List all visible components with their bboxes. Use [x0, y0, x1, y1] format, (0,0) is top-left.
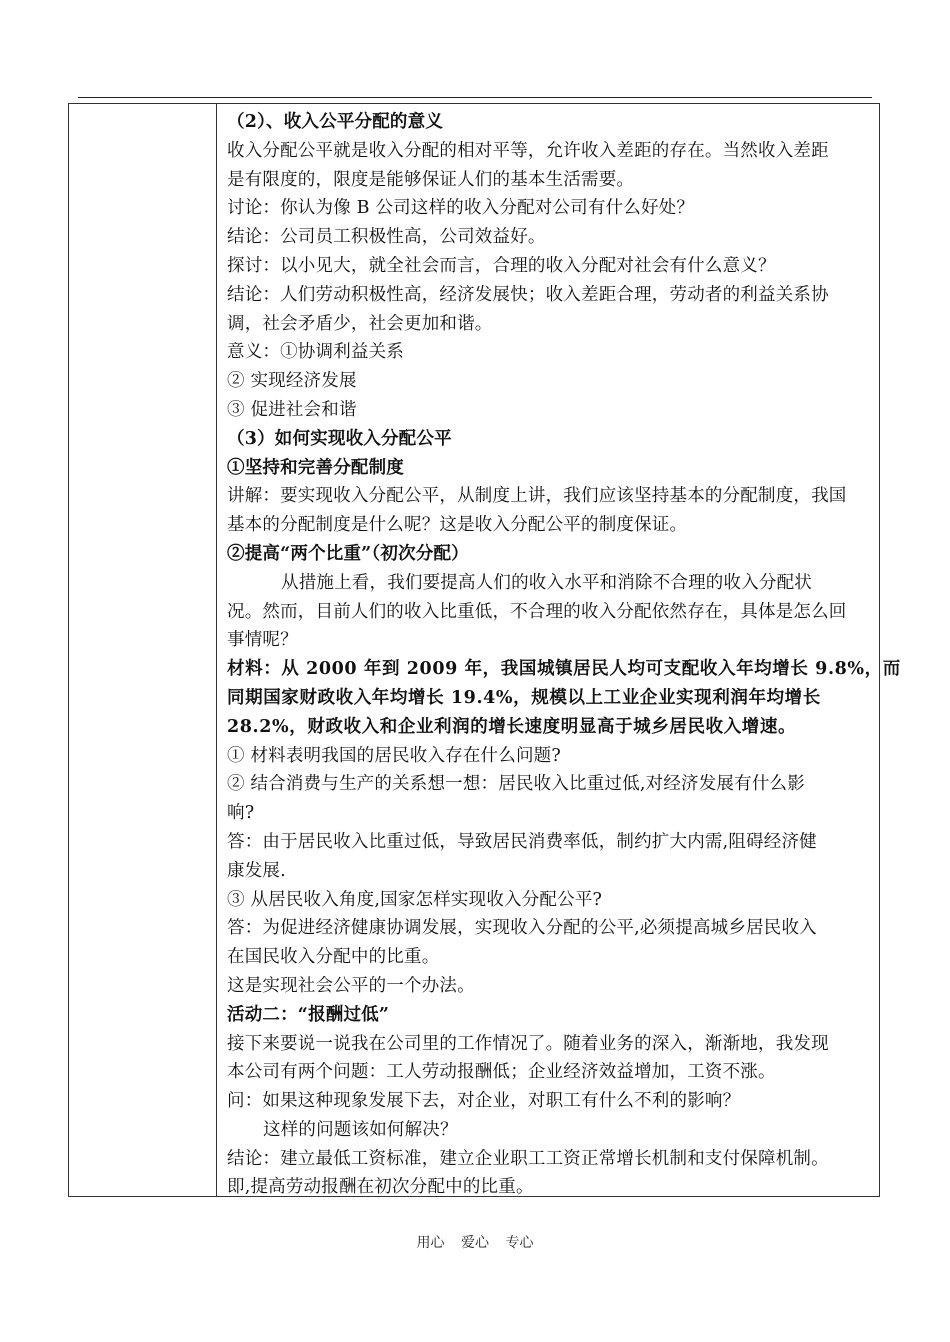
header-rule: [78, 97, 872, 98]
text-line: 从措施上看，我们要提高人们的收入水平和消除不合理的收入分配状: [281, 572, 812, 593]
text-line: 结论：人们劳动积极性高，经济发展快；收入差距合理，劳动者的利益关系协: [227, 284, 829, 305]
text-line: ③ 促进社会和谐: [227, 399, 357, 420]
text-line: 答：为促进经济健康协调发展，实现收入分配的公平,必须提高城乡居民收入: [227, 918, 817, 939]
text-line: ② 实现经济发展: [227, 371, 357, 392]
text-line: ② 结合消费与生产的关系想一想：居民收入比重过低,对经济发展有什么影: [227, 774, 805, 795]
text-line: 探讨：以小见大，就全社会而言，合理的收入分配对社会有什么意义？: [227, 255, 776, 276]
text-line: ① 材料表明我国的居民收入存在什么问题?: [227, 745, 561, 766]
text-line: 活动二：“报酬过低”: [227, 1004, 390, 1025]
text-line: 结论：建立最低工资标准，建立企业职工工资正常增长机制和支付保障机制。: [227, 1148, 829, 1169]
text-line: 在国民收入分配中的比重。: [227, 947, 440, 968]
page-footer: 用心 爱心 专心: [416, 1235, 534, 1251]
text-line: ①坚持和完善分配制度: [227, 457, 404, 478]
text-line: 讲解：要实现收入分配公平，从制度上讲，我们应该坚持基本的分配制度，我国: [227, 486, 847, 507]
text-line: 意义：①协调利益关系: [227, 342, 404, 363]
text-line: 况。然而，目前人们的收入比重低，不合理的收入分配依然存在，具体是怎么回: [227, 601, 847, 622]
text-line: 同期国家财政收入年均增长 19.4%，规模以上工业企业实现利润年均增长: [227, 687, 821, 708]
text-line: 结论：公司员工积极性高，公司效益好。: [227, 227, 546, 248]
text-line: 事情呢？: [227, 630, 298, 651]
text-line: 这是实现社会公平的一个办法。: [227, 975, 475, 996]
text-line: 答：由于居民收入比重过低，导致居民消费率低，制约扩大内需,阻碍经济健: [227, 831, 817, 852]
text-line: 康发展.: [227, 860, 286, 881]
text-line: 这样的问题该如何解决？: [263, 1119, 458, 1140]
text-line: （3）如何实现收入分配公平: [227, 428, 452, 449]
text-line: 收入分配公平就是收入分配的相对平等，允许收入差距的存在。当然收入差距: [227, 140, 829, 161]
text-line: 基本的分配制度是什么呢？这是收入分配公平的制度保证。: [227, 515, 688, 536]
text-line: ③ 从居民收入角度,国家怎样实现收入分配公平?: [227, 889, 603, 910]
lesson-table: [68, 103, 901, 1198]
text-line: ②提高“两个比重”（初次分配）: [227, 543, 469, 564]
text-line: 讨论：你认为像 B 公司这样的收入分配对公司有什么好处？: [227, 198, 695, 219]
table-left-column: [69, 104, 217, 1196]
text-line: 问：如果这种现象发展下去，对企业，对职工有什么不利的影响？: [227, 1091, 741, 1112]
table-content-cell: [227, 108, 901, 1202]
text-line: 调，社会矛盾少，社会更加和谐。: [227, 313, 493, 334]
text-line: 即,提高劳动报酬在初次分配中的比重。: [227, 1177, 534, 1198]
text-line: 28.2%，财政收入和企业利润的增长速度明显高于城乡居民收入增速。: [227, 716, 797, 737]
text-line: （2）、收入公平分配的意义: [227, 112, 444, 132]
text-line: 接下来要说一说我在公司里的工作情况了。随着业务的深入，渐渐地，我发现: [227, 1033, 829, 1054]
text-line: 材料：从 2000 年到 2009 年，我国城镇居民人均可支配收入年均增长 9.8%，而: [227, 659, 901, 680]
text-line: 响?: [227, 803, 255, 824]
text-line: 本公司有两个问题：工人劳动报酬低；企业经济效益增加，工资不涨。: [227, 1062, 776, 1083]
text-line: 是有限度的，限度是能够保证人们的基本生活需要。: [227, 169, 635, 190]
